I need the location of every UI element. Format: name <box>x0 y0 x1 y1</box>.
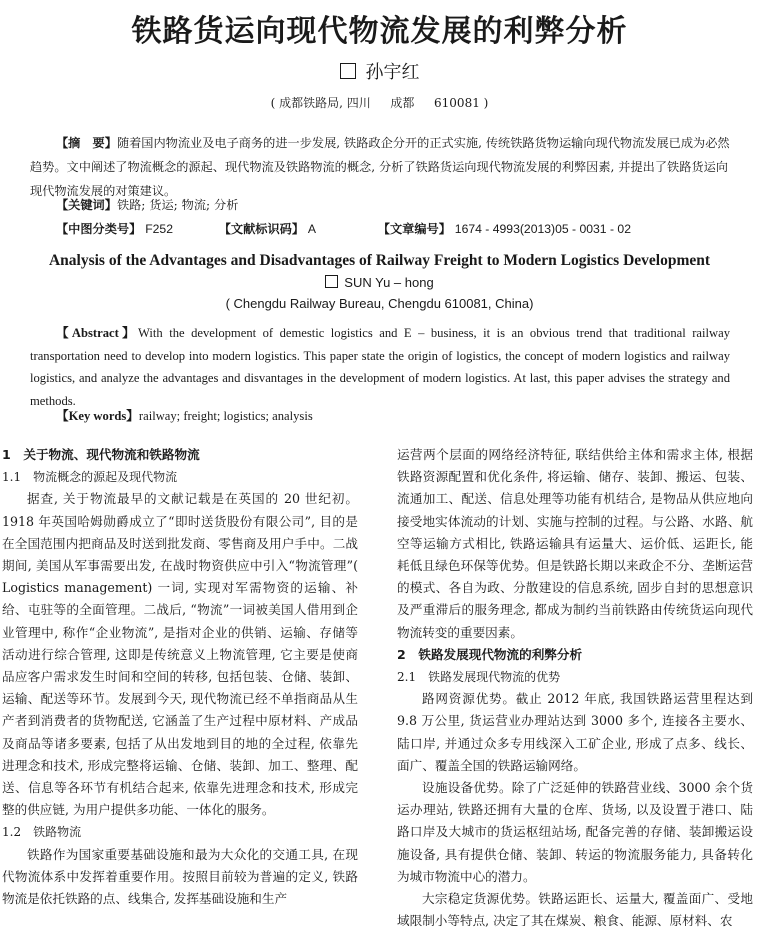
author-line <box>0 58 759 84</box>
article-value: 1674 - 4993(2013)05 - 0031 - 02 <box>454 222 631 236</box>
keywords-en-text: railway; freight; logistics; analysis <box>138 409 313 423</box>
keywords-en <box>56 405 313 424</box>
author-name: 孙宇红 <box>365 62 420 83</box>
clc-label: 【中图分类号】 <box>56 222 142 236</box>
section-heading-2: 2 铁路发展现代物流的利弊分析 <box>397 646 583 662</box>
clc-value: F252 <box>145 222 173 236</box>
body-left-column <box>2 444 358 910</box>
abstract-cn-text: 随着国内物流业及电子商务的进一步发展, 铁路政企分开的正式实施, 传统铁路货物运输向现代物流发展已成为必然趋势。文中阐述了物流概念的源起、现代物流及铁路物流的概念, 分析了铁路货运向现代物流发展的利弊因素, 并提出了铁路货运向现代物流发展的对策建议。 <box>30 136 730 198</box>
body-paragraph: 运营两个层面的网络经济特征, 联结供给主体和需求主体, 根据铁路资源配置和优化条件, 将运输、储存、装卸、搬运、包装、流通加工、配送、信息处理等功能有机结合, 是物品从供应地向接受地实体流动的计划、实施与控制的过程。与公路、水路、航空等运输方式相比, 铁路运输具有运量大、运价低、运距长, 能耗低且绿色环保等优势。但是铁路长期以来政企不分、垄断运营的模式、各自为政、分散建设的信息系统, 固步自封的思想意识及严重滞后的服务理念, 都成为制约当前铁路由传统货运向现代物流转变的重要因素。 <box>397 447 753 640</box>
subsection-heading-1-2: 1.2 铁路物流 <box>2 825 82 840</box>
author-box-icon <box>340 63 356 79</box>
subsection-heading-2-1: 2.1 铁路发展现代物流的优势 <box>397 670 561 685</box>
classification-line <box>56 220 736 237</box>
abstract-en-text: With the development of demestic logistics and E – business, it is an obvious trend that traditional railway transportation need to develop into modern logistics. This paper state the origin of logistics, the concept of modern logistics and railway logistics, and analyze the advantages and disvantages in the development of modern logistics. At last, this paper advises the strategy and methods. <box>30 326 730 408</box>
body-paragraph: 据查, 关于物流最早的文献记载是在英国的 20 世纪初。1918 年英国哈姆勋爵成立了“即时送货股份有限公司”, 目的是在全国范围内把商品及时送到批发商、零售商及用户手中。二战期间, 美国从军事需要出发, 在战时物资供应中引入“物流管理”( Logistics management) 一词, 实现对军需物资的运输、补给、屯驻等的全面管理。二战后, “物流”一词被美国人借用到企业管理中, 称作“企业物流”, 是指对企业的供销、运输、存储等活动进行综合管理, 这即是传统意义上物流管理, 它主要是使商品应客户需求发生时间和空间的转移, 包括包装、仓储、装卸、运输、配送等环节。发展到今天, 现代物流已经不单指商品从生产者到消费者的货物配送, 它涵盖了生产过程中原材料、产成品及商品等诸多要素, 包括了从出发地到目的地的全过程, 依靠先进理念和技术, 形成完整将运输、仓储、装卸、加工、整理、配送、信息等各环节有机结合起来, 依靠先进理念和技术, 形成完整的供应链, 为用户提供多功能、一体化的服务。 <box>2 491 358 818</box>
body-paragraph: 设施设备优势。除了广泛延伸的铁路营业线、3000 余个货运办理站, 铁路还拥有大量的仓库、货场, 以及设置于港口、陆路口岸及大城市的货运枢纽站场, 配备完善的存储、装卸搬运设施设备, 具有提供仓储、装卸、转运的物流服务能力, 具备转化为城市物流中心的潜力。 <box>397 780 753 884</box>
keywords-cn <box>56 196 238 213</box>
keywords-cn-label: 【关键词】 <box>56 198 117 212</box>
english-author-line <box>0 275 759 290</box>
paper-title: 铁路货运向现代物流发展的利弊分析 <box>131 14 628 49</box>
affiliation: ( 成都铁路局, 四川 成都 610081 ) <box>270 96 489 110</box>
keywords-cn-text: 铁路; 货运; 物流; 分析 <box>116 198 239 212</box>
article-label: 【文章编号】 <box>377 222 451 236</box>
abstract-en <box>30 322 730 412</box>
doc-value: A <box>307 222 317 236</box>
abstract-cn-label: 【摘 要】 <box>56 136 117 150</box>
body-right-column <box>397 444 753 932</box>
english-author: SUN Yu – hong <box>344 275 434 290</box>
subsection-heading-1-1: 1.1 物流概念的源起及现代物流 <box>2 470 178 485</box>
section-heading-1: 1 关于物流、现代物流和铁路物流 <box>2 447 200 462</box>
english-author-box-icon <box>325 275 338 288</box>
body-paragraph: 大宗稳定货源优势。铁路运距长、运量大, 覆盖面广、受地域限制小等特点, 决定了其在煤炭、粮食、能源、原材料、农 <box>397 891 753 929</box>
abstract-en-label: 【Abstract】 <box>56 326 139 340</box>
english-title: Analysis of the Advantages and Disadvantages of Railway Freight to Modern Logistics Development <box>48 252 711 269</box>
keywords-en-label: 【Key words】 <box>56 409 139 423</box>
english-affiliation: ( Chengdu Railway Bureau, Chengdu 610081, China) <box>225 296 534 311</box>
abstract-cn <box>30 131 730 203</box>
doc-label: 【文献标识码】 <box>218 222 305 236</box>
body-paragraph: 铁路作为国家重要基础设施和最为大众化的交通工具, 在现代物流体系中发挥着重要作用。按照目前较为普遍的定义, 铁路物流是依托铁路的点、线集合, 发挥基础设施和生产 <box>2 846 358 907</box>
body-paragraph: 路网资源优势。截止 2012 年底, 我国铁路运营里程达到 9.8 万公里, 货运营业办理站达到 3000 多个, 连接各主要水、陆口岸, 并通过众多专用线深入工矿企业, 形成了点多、线长、面广、覆盖全国的铁路运输网络。 <box>397 691 753 773</box>
